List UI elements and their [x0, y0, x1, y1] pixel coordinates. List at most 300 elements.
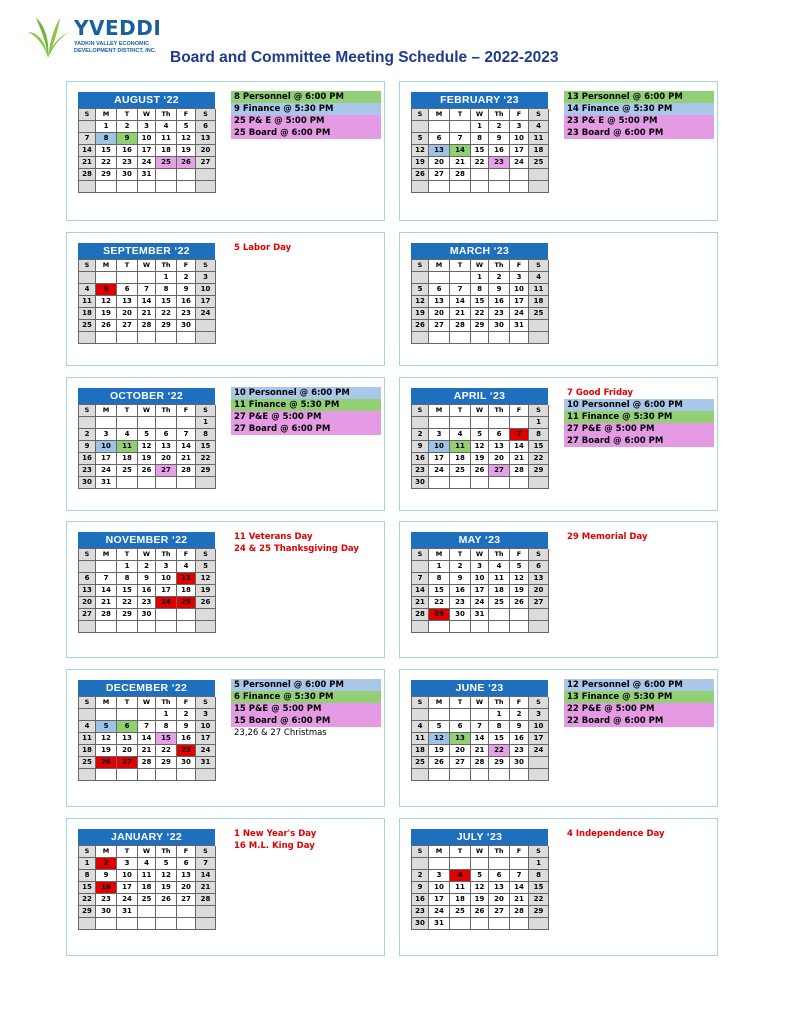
empty-cell: [196, 477, 216, 489]
day-cell: 3: [510, 272, 529, 284]
month-calendar: [78, 92, 215, 193]
day-cell: 29: [429, 609, 450, 621]
empty-cell: [156, 332, 177, 344]
weekday-header: Th: [156, 549, 177, 561]
holiday-entry: 11 Veterans Day: [234, 532, 313, 542]
day-cell: 18: [529, 296, 549, 308]
day-cell: 7: [177, 429, 196, 441]
day-cell: 21: [196, 882, 216, 894]
empty-cell: [177, 769, 196, 781]
day-cell: 9: [489, 284, 510, 296]
meeting-entry: 23 Board @ 6:00 PM: [564, 127, 714, 139]
day-cell: 15: [156, 733, 177, 745]
day-cell: 6: [429, 284, 450, 296]
empty-cell: [529, 757, 549, 769]
day-cell: 12: [412, 145, 429, 157]
day-cell: 17: [510, 145, 529, 157]
weekday-header: S: [79, 549, 96, 561]
day-cell: 19: [412, 157, 429, 169]
meeting-entry: 11 Finance @ 5:30 PM: [231, 399, 381, 411]
day-cell: 5: [96, 284, 117, 296]
day-cell: 10: [529, 721, 549, 733]
empty-cell: [529, 181, 549, 193]
day-cell: 12: [96, 296, 117, 308]
day-cell: 27: [429, 320, 450, 332]
day-cell: 24: [96, 465, 117, 477]
day-cell: 24: [156, 597, 177, 609]
day-cell: 8: [96, 133, 117, 145]
day-cell: 21: [138, 745, 156, 757]
day-cell: 29: [96, 169, 117, 181]
empty-cell: [412, 181, 429, 193]
day-cell: 18: [79, 308, 96, 320]
logo-text: YVEDDI: [74, 16, 162, 40]
weekday-header: M: [96, 549, 117, 561]
day-cell: 6: [156, 429, 177, 441]
day-cell: 28: [510, 465, 529, 477]
day-cell: 27: [177, 894, 196, 906]
empty-cell: [429, 477, 450, 489]
empty-cell: [429, 121, 450, 133]
day-cell: 15: [489, 733, 510, 745]
holiday-entry: 5 Labor Day: [234, 243, 292, 253]
day-cell: 10: [196, 721, 216, 733]
weekday-header: S: [412, 697, 429, 709]
day-cell: 4: [529, 121, 549, 133]
day-cell: 3: [156, 561, 177, 573]
day-cell: 1: [117, 561, 138, 573]
month-calendar: [78, 388, 215, 489]
day-cell: 14: [138, 733, 156, 745]
empty-cell: [96, 769, 117, 781]
month-title: SEPTEMBER ‘22: [78, 243, 215, 259]
month-title: NOVEMBER ‘22: [78, 532, 215, 548]
empty-cell: [156, 169, 177, 181]
empty-cell: [450, 121, 471, 133]
empty-cell: [450, 918, 471, 930]
empty-cell: [489, 477, 510, 489]
day-cell: 11: [412, 733, 429, 745]
empty-cell: [471, 417, 489, 429]
day-cell: 8: [529, 870, 549, 882]
day-cell: 2: [138, 561, 156, 573]
meeting-entry: 10 Personnel @ 6:00 PM: [564, 399, 714, 411]
month-title: JUNE ‘23: [411, 680, 548, 696]
day-cell: 26: [138, 465, 156, 477]
month-panel: [66, 232, 385, 366]
weekday-header: Th: [156, 405, 177, 417]
month-title: OCTOBER ‘22: [78, 388, 215, 404]
empty-cell: [117, 477, 138, 489]
day-cell: 22: [156, 308, 177, 320]
day-cell: 1: [471, 272, 489, 284]
day-cell: 2: [79, 429, 96, 441]
day-cell: 19: [429, 745, 450, 757]
day-cell: 20: [117, 745, 138, 757]
empty-cell: [177, 906, 196, 918]
empty-cell: [156, 417, 177, 429]
month-calendar: [411, 92, 548, 193]
day-grid: [411, 845, 548, 930]
day-cell: 11: [529, 133, 549, 145]
day-cell: 19: [96, 745, 117, 757]
day-cell: 11: [177, 573, 196, 585]
day-cell: 10: [196, 284, 216, 296]
weekday-header: F: [177, 109, 196, 121]
day-cell: 18: [156, 145, 177, 157]
weekday-header: T: [450, 846, 471, 858]
day-cell: 25: [529, 308, 549, 320]
events-list: [564, 387, 714, 447]
day-cell: 7: [450, 284, 471, 296]
meeting-entry: 27 P&E @ 5:00 PM: [564, 423, 714, 435]
empty-cell: [429, 858, 450, 870]
day-cell: 22: [529, 453, 549, 465]
weekday-header: M: [96, 846, 117, 858]
day-cell: 9: [412, 441, 429, 453]
day-cell: 16: [412, 894, 429, 906]
empty-cell: [471, 332, 489, 344]
day-cell: 16: [138, 585, 156, 597]
day-cell: 21: [450, 157, 471, 169]
day-cell: 4: [412, 721, 429, 733]
day-cell: 23: [489, 157, 510, 169]
day-cell: 30: [489, 320, 510, 332]
day-cell: 27: [529, 597, 549, 609]
weekday-header: W: [471, 846, 489, 858]
month-calendar: [411, 243, 548, 344]
day-cell: 26: [429, 757, 450, 769]
day-cell: 9: [138, 573, 156, 585]
day-cell: 22: [117, 597, 138, 609]
day-cell: 25: [529, 157, 549, 169]
day-cell: 25: [177, 597, 196, 609]
day-cell: 11: [156, 133, 177, 145]
day-cell: 20: [117, 308, 138, 320]
day-cell: 4: [138, 858, 156, 870]
weekday-header: T: [117, 846, 138, 858]
day-cell: 19: [471, 894, 489, 906]
empty-cell: [196, 169, 216, 181]
weekday-header: S: [412, 846, 429, 858]
day-cell: 5: [96, 721, 117, 733]
empty-cell: [156, 621, 177, 633]
day-cell: 19: [156, 882, 177, 894]
day-cell: 3: [529, 709, 549, 721]
day-cell: 22: [489, 745, 510, 757]
day-cell: 17: [96, 453, 117, 465]
day-cell: 10: [96, 441, 117, 453]
month-title: MAY ‘23: [411, 532, 548, 548]
day-cell: 17: [510, 296, 529, 308]
day-cell: 16: [450, 585, 471, 597]
day-cell: 25: [489, 597, 510, 609]
day-cell: 19: [177, 145, 196, 157]
empty-cell: [96, 272, 117, 284]
day-grid: [411, 404, 548, 489]
empty-cell: [117, 181, 138, 193]
meeting-entry: 22 P&E @ 5:00 PM: [564, 703, 714, 715]
day-cell: 29: [529, 906, 549, 918]
day-cell: 11: [79, 296, 96, 308]
empty-cell: [450, 477, 471, 489]
day-cell: 15: [79, 882, 96, 894]
weekday-header: S: [196, 260, 216, 272]
day-cell: 17: [429, 894, 450, 906]
weekday-header: S: [412, 260, 429, 272]
empty-cell: [412, 858, 429, 870]
day-cell: 5: [196, 561, 216, 573]
empty-cell: [177, 169, 196, 181]
day-cell: 29: [156, 757, 177, 769]
empty-cell: [96, 417, 117, 429]
day-cell: 14: [138, 296, 156, 308]
day-grid: [411, 108, 548, 193]
day-cell: 11: [117, 441, 138, 453]
meeting-entry: 6 Finance @ 5:30 PM: [231, 691, 381, 703]
empty-cell: [96, 181, 117, 193]
day-cell: 20: [489, 894, 510, 906]
day-cell: 21: [412, 597, 429, 609]
day-cell: 16: [489, 296, 510, 308]
day-cell: 8: [196, 429, 216, 441]
day-cell: 12: [96, 733, 117, 745]
meeting-entry: 15 Board @ 6:00 PM: [231, 715, 381, 727]
empty-cell: [450, 332, 471, 344]
day-cell: 13: [450, 733, 471, 745]
day-cell: 30: [117, 169, 138, 181]
empty-cell: [96, 918, 117, 930]
empty-cell: [510, 417, 529, 429]
day-cell: 20: [79, 597, 96, 609]
day-cell: 31: [510, 320, 529, 332]
meeting-entry: 27 Board @ 6:00 PM: [231, 423, 381, 435]
weekday-header: W: [471, 697, 489, 709]
day-cell: 17: [471, 585, 489, 597]
empty-cell: [196, 769, 216, 781]
day-cell: 12: [429, 733, 450, 745]
day-cell: 25: [117, 465, 138, 477]
day-cell: 12: [471, 882, 489, 894]
empty-cell: [471, 181, 489, 193]
day-cell: 19: [510, 585, 529, 597]
day-cell: 2: [117, 121, 138, 133]
empty-cell: [79, 621, 96, 633]
empty-cell: [177, 621, 196, 633]
day-cell: 29: [489, 757, 510, 769]
weekday-header: M: [96, 109, 117, 121]
day-cell: 28: [177, 465, 196, 477]
day-cell: 22: [96, 157, 117, 169]
weekday-header: S: [79, 405, 96, 417]
events-list: [231, 679, 381, 739]
day-cell: 19: [471, 453, 489, 465]
weekday-header: Th: [156, 109, 177, 121]
empty-cell: [196, 332, 216, 344]
day-cell: 7: [138, 284, 156, 296]
day-cell: 31: [471, 609, 489, 621]
day-cell: 4: [117, 429, 138, 441]
weekday-header: S: [79, 260, 96, 272]
day-cell: 26: [412, 169, 429, 181]
day-cell: 21: [450, 308, 471, 320]
empty-cell: [510, 169, 529, 181]
weekday-header: W: [471, 405, 489, 417]
day-cell: 28: [138, 757, 156, 769]
day-cell: 23: [510, 745, 529, 757]
day-cell: 3: [510, 121, 529, 133]
day-cell: 20: [489, 453, 510, 465]
day-cell: 21: [510, 453, 529, 465]
empty-cell: [177, 918, 196, 930]
weekday-header: M: [429, 549, 450, 561]
empty-cell: [471, 621, 489, 633]
day-cell: 9: [450, 573, 471, 585]
empty-cell: [156, 769, 177, 781]
empty-cell: [510, 477, 529, 489]
empty-cell: [79, 918, 96, 930]
day-cell: 14: [450, 296, 471, 308]
day-cell: 27: [79, 609, 96, 621]
day-cell: 26: [471, 465, 489, 477]
day-cell: 15: [529, 882, 549, 894]
empty-cell: [156, 906, 177, 918]
weekday-header: F: [177, 549, 196, 561]
weekday-header: F: [510, 109, 529, 121]
empty-cell: [450, 417, 471, 429]
day-cell: 6: [489, 870, 510, 882]
day-cell: 30: [79, 477, 96, 489]
day-cell: 13: [79, 585, 96, 597]
day-cell: 25: [156, 157, 177, 169]
day-cell: 20: [196, 145, 216, 157]
day-cell: 9: [177, 721, 196, 733]
day-cell: 16: [177, 733, 196, 745]
day-cell: 10: [471, 573, 489, 585]
month-panel: [66, 377, 385, 511]
day-grid: [78, 259, 215, 344]
day-cell: 8: [79, 870, 96, 882]
day-cell: 6: [196, 121, 216, 133]
empty-cell: [196, 621, 216, 633]
meeting-entry: 10 Personnel @ 6:00 PM: [231, 387, 381, 399]
day-cell: 15: [196, 441, 216, 453]
empty-cell: [489, 918, 510, 930]
meeting-entry: 5 Personnel @ 6:00 PM: [231, 679, 381, 691]
day-cell: 24: [429, 465, 450, 477]
day-cell: 16: [177, 296, 196, 308]
empty-cell: [429, 272, 450, 284]
day-cell: 2: [489, 272, 510, 284]
empty-cell: [471, 477, 489, 489]
day-cell: 23: [412, 906, 429, 918]
empty-cell: [177, 609, 196, 621]
day-cell: 12: [138, 441, 156, 453]
day-cell: 24: [196, 308, 216, 320]
day-cell: 3: [196, 709, 216, 721]
day-cell: 12: [156, 870, 177, 882]
month-panel: [66, 818, 385, 956]
weekday-header: Th: [489, 109, 510, 121]
day-cell: 15: [117, 585, 138, 597]
day-cell: 10: [510, 284, 529, 296]
day-cell: 11: [138, 870, 156, 882]
day-cell: 16: [96, 882, 117, 894]
weekday-header: T: [450, 697, 471, 709]
events-list: [564, 679, 714, 727]
empty-cell: [177, 181, 196, 193]
day-cell: 25: [79, 320, 96, 332]
empty-cell: [177, 417, 196, 429]
weekday-header: F: [177, 260, 196, 272]
day-cell: 4: [79, 284, 96, 296]
day-grid: [411, 259, 548, 344]
day-cell: 9: [96, 870, 117, 882]
day-cell: 3: [471, 561, 489, 573]
day-cell: 28: [450, 320, 471, 332]
weekday-header: F: [510, 697, 529, 709]
day-cell: 16: [412, 453, 429, 465]
logo-subtitle: YADKIN VALLEY ECONOMIC DEVELOPMENT DISTRICT, INC.: [74, 41, 157, 54]
weekday-header: Th: [489, 549, 510, 561]
day-cell: 3: [196, 272, 216, 284]
day-cell: 17: [196, 733, 216, 745]
day-cell: 8: [471, 133, 489, 145]
day-cell: 8: [489, 721, 510, 733]
day-cell: 5: [177, 121, 196, 133]
day-cell: 5: [412, 284, 429, 296]
empty-cell: [117, 621, 138, 633]
day-cell: 5: [412, 133, 429, 145]
day-cell: 9: [412, 882, 429, 894]
empty-cell: [79, 561, 96, 573]
weekday-header: S: [412, 405, 429, 417]
day-cell: 26: [510, 597, 529, 609]
day-cell: 26: [196, 597, 216, 609]
day-cell: 4: [489, 561, 510, 573]
empty-cell: [471, 769, 489, 781]
weekday-header: S: [529, 697, 549, 709]
empty-cell: [117, 272, 138, 284]
day-cell: 2: [177, 272, 196, 284]
month-panel: [66, 521, 385, 658]
day-cell: 10: [429, 441, 450, 453]
day-cell: 23: [450, 597, 471, 609]
events-list: [564, 91, 714, 139]
day-cell: 12: [412, 296, 429, 308]
day-cell: 14: [412, 585, 429, 597]
day-cell: 21: [177, 453, 196, 465]
empty-cell: [79, 121, 96, 133]
empty-cell: [79, 272, 96, 284]
weekday-header: M: [96, 260, 117, 272]
day-cell: 31: [138, 169, 156, 181]
day-cell: 8: [117, 573, 138, 585]
day-cell: 2: [412, 429, 429, 441]
empty-cell: [117, 709, 138, 721]
empty-cell: [138, 769, 156, 781]
day-cell: 8: [471, 284, 489, 296]
day-cell: 1: [529, 858, 549, 870]
day-cell: 7: [96, 573, 117, 585]
weekday-header: S: [79, 697, 96, 709]
empty-cell: [196, 906, 216, 918]
day-cell: 23: [138, 597, 156, 609]
day-cell: 17: [429, 453, 450, 465]
weekday-header: W: [138, 405, 156, 417]
day-cell: 16: [510, 733, 529, 745]
day-cell: 9: [117, 133, 138, 145]
